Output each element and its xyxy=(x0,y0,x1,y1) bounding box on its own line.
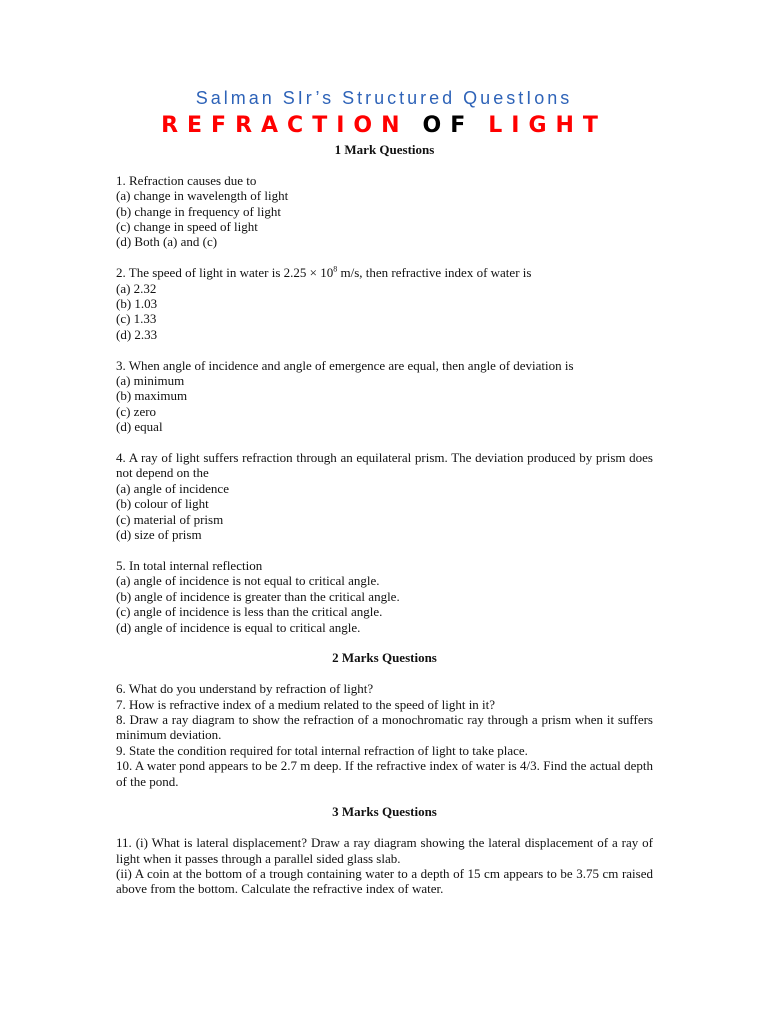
three-mark-question-list xyxy=(116,835,653,897)
question-11-part-ii: (ii) A coin at the bottom of a trough containing water to a depth of 15 cm appears to be 3.75 cm raised above from the bottom. Calculate the refractive index of water. xyxy=(116,865,653,897)
exponent: 8 xyxy=(333,264,338,274)
question-7: 7. How is refractive index of a medium related to the speed of light in it? xyxy=(116,696,496,712)
option-d: (d) Both (a) and (c) xyxy=(116,234,218,250)
section-heading-3-marks: 3 Marks Questions xyxy=(332,804,437,820)
option-d: (d) 2.33 xyxy=(116,326,158,342)
question-2 xyxy=(116,265,653,342)
question-8: 8. Draw a ray diagram to show the refraction of a monochromatic ray through a prism when it suffers minimum deviation. xyxy=(116,711,653,743)
question-stem xyxy=(116,265,653,280)
option-a: (a) 2.32 xyxy=(116,280,157,296)
worksheet-content xyxy=(116,142,653,897)
section-heading-2-marks: 2 Marks Questions xyxy=(332,650,437,666)
question-9: 9. State the condition required for total internal refraction of light to take place. xyxy=(116,742,528,758)
option-b: (b) change in frequency of light xyxy=(116,203,281,219)
worksheet-title xyxy=(0,112,768,140)
question-4 xyxy=(116,450,653,542)
option-d: (d) equal xyxy=(116,419,163,435)
question-stem: 5. In total internal reflection xyxy=(116,557,263,573)
option-c: (c) angle of incidence is less than the critical angle. xyxy=(116,604,383,620)
option-c: (c) change in speed of light xyxy=(116,219,258,235)
question-11-part-i: 11. (i) What is lateral displacement? Draw a ray diagram showing the lateral displacement of a ray of light when it passes through a parallel sided glass slab. xyxy=(116,835,653,866)
question-stem: 1. Refraction causes due to xyxy=(116,172,257,188)
option-b: (b) maximum xyxy=(116,388,188,404)
question-5 xyxy=(116,558,653,635)
option-a: (a) angle of incidence xyxy=(116,480,229,496)
option-b: (b) angle of incidence is greater than the critical angle. xyxy=(116,588,400,604)
question-stem: 4. A ray of light suffers refraction through an equilateral prism. The deviation produced by prism does not depend on the xyxy=(116,450,653,481)
stem-text: 2. The speed of light in water is 2.25 × 10 xyxy=(116,265,334,281)
title-word-of: OF xyxy=(422,113,475,138)
option-c: (c) material of prism xyxy=(116,511,224,527)
question-1 xyxy=(116,173,653,250)
question-6: 6. What do you understand by refraction of light? xyxy=(116,681,374,697)
two-mark-question-list xyxy=(116,681,653,789)
option-c: (c) 1.33 xyxy=(116,311,157,327)
brand-heading: Salman SIr’s Structured QuestIons xyxy=(195,88,573,108)
option-d: (d) size of prism xyxy=(116,527,202,543)
option-b: (b) 1.03 xyxy=(116,296,158,312)
option-a: (a) angle of incidence is not equal to critical angle. xyxy=(116,573,380,589)
question-10: 10. A water pond appears to be 2.7 m deep. If the refractive index of water is 4/3. Find the actual depth of the pond. xyxy=(116,758,653,789)
title-word-light: LIGHT xyxy=(488,113,607,138)
section-heading-1-mark: 1 Mark Questions xyxy=(334,142,435,157)
question-3 xyxy=(116,358,653,435)
stem-text-end: m/s, then refractive index of water is xyxy=(337,265,532,281)
option-a: (a) minimum xyxy=(116,373,185,389)
option-c: (c) zero xyxy=(116,403,157,419)
option-d: (d) angle of incidence is equal to critical angle. xyxy=(116,619,361,635)
option-b: (b) colour of light xyxy=(116,496,209,512)
question-stem: 3. When angle of incidence and angle of emergence are equal, then angle of deviation is xyxy=(116,357,574,373)
option-a: (a) change in wavelength of light xyxy=(116,188,289,204)
title-word-refraction: REFRACTION xyxy=(161,113,409,138)
